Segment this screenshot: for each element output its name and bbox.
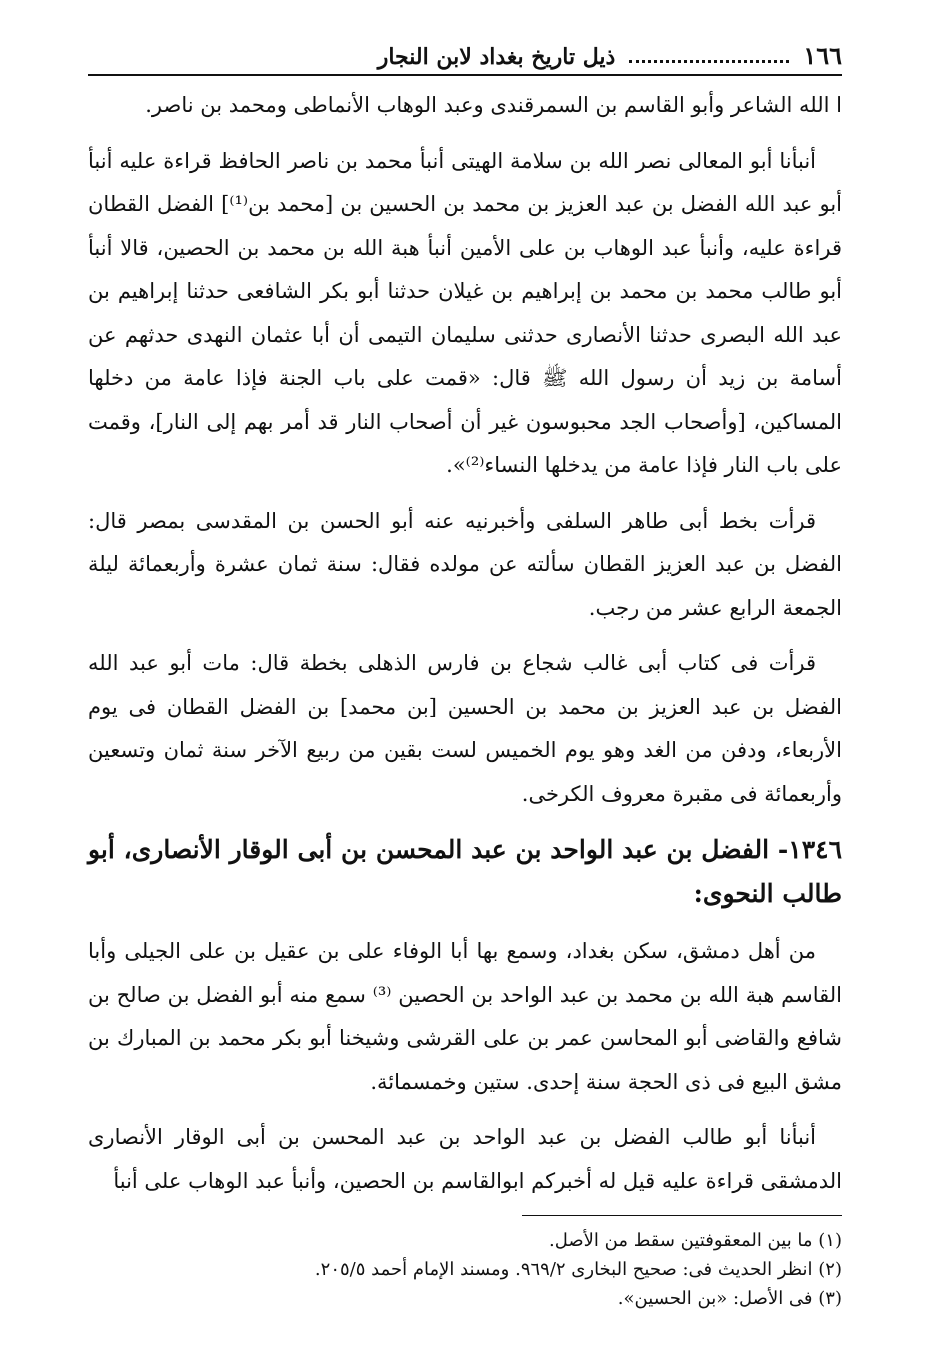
footnote: (٣) فى الأصل: «بن الحسين». xyxy=(617,1288,842,1309)
header-dot-leader xyxy=(629,60,789,63)
paragraph: من أهل دمشق، سكن بغداد، وسمع بها أبا الوفاء على بن عقيل بن على الجيلى وأبا القاسم هبة الله بن محمد بن عبد الواحد بن الحصين ⁽³⁾ سمع منه أبو الفضل بن صالح بن شافع والقاضى أبو المحاسن عمر بن على القرشى وشيخنا أبو بكر محمد بن المبارك بن مشق البيع فى ذى الحجة سنة إحدى. ستين وخمسمائة. xyxy=(88,939,842,1094)
footnote: (٢) انظر الحديث فى: صحيح البخارى ٩٦٩/٢. ومسند الإمام أحمد ٢٠٥/٥. xyxy=(314,1259,842,1280)
paragraph: أنبأنا أبو طالب الفضل بن عبد الواحد بن عبد المحسن بن أبى الوقار الأنصارى الدمشقى قراءة عليه قيل له أخبركم ابوالقاسم بن الحصين، وأنبأ عبد الوهاب على أنبأ xyxy=(88,1125,842,1193)
footnote-rule xyxy=(522,1215,842,1216)
paragraph: قرأت فى كتاب أبى غالب شجاع بن فارس الذهلى بخطة قال: مات أبو عبد الله الفضل بن عبد العزيز بن محمد بن الحسين [بن محمد] بن الفضل القطان فى يوم الأربعاء، ودفن من الغد وهو يوم الخميس لست بقين من ربيع الآخر سنة ثمان وتسعين وأربعمائة فى مقبرة معروف الكرخى. xyxy=(88,651,842,806)
running-title: ذيل تاريخ بغداد لابن النجار xyxy=(377,44,616,70)
footnote: (١) ما بين المعقوفتين سقط من الأصل. xyxy=(549,1230,842,1251)
paragraph: أنبأنا أبو المعالى نصر الله بن سلامة الهيتى أنبأ محمد بن ناصر الحافظ قراءة عليه أنبأ أبو عبد الله الفضل بن عبد العزيز بن محمد بن الحسين بن [محمد بن⁽¹⁾] الفضل القطان قراءة عليه، وأنبأ عبد الوهاب بن على الأمين أنبأ هبة الله بن محمد بن الحصين، قالا أنبأ أبو طالب محمد بن محمد بن إبراهيم بن غيلان حدثنا أبو بكر الشافعى حدثنا إبراهيم بن عبد الله البصرى حدثنا الأنصارى حدثنى سليمان التيمى أن أبا عثمان النهدى حدثهم عن أسامة بن زيد أن رسول الله ﷺ قال: «قمت على باب الجنة فإذا عامة من دخلها المساكين، [وأصحاب الجد محبوسون غير أن أصحاب النار قد أمر بهم إلى النار]، وقمت على باب النار فإذا عامة من يدخلها النساء⁽²⁾». xyxy=(88,148,843,477)
entry-heading: ١٣٤٦- الفضل بن عبد الواحد بن عبد المحسن بن أبى الوقار الأنصارى، أبو طالب النحوى: xyxy=(88,835,842,908)
main-text xyxy=(88,84,842,1203)
page-number: ١٦٦ xyxy=(803,41,842,70)
paragraph: قرأت بخط أبى طاهر السلفى وأخبرنيه عنه أبو الحسن بن المقدسى بمصر قال: الفضل بن عبد العزيز القطان سألته عن مولده فقال: سنة ثمان عشرة وأربعمائة ليلة الجمعة الرابع عشر من رجب. xyxy=(88,508,842,620)
header-rule xyxy=(88,74,842,76)
paragraph: ا الله الشاعر وأبو القاسم بن السمرقندى وعبد الوهاب الأنماطى ومحمد بن ناصر. xyxy=(145,93,842,117)
footnotes xyxy=(88,1226,842,1313)
running-header xyxy=(88,34,842,70)
